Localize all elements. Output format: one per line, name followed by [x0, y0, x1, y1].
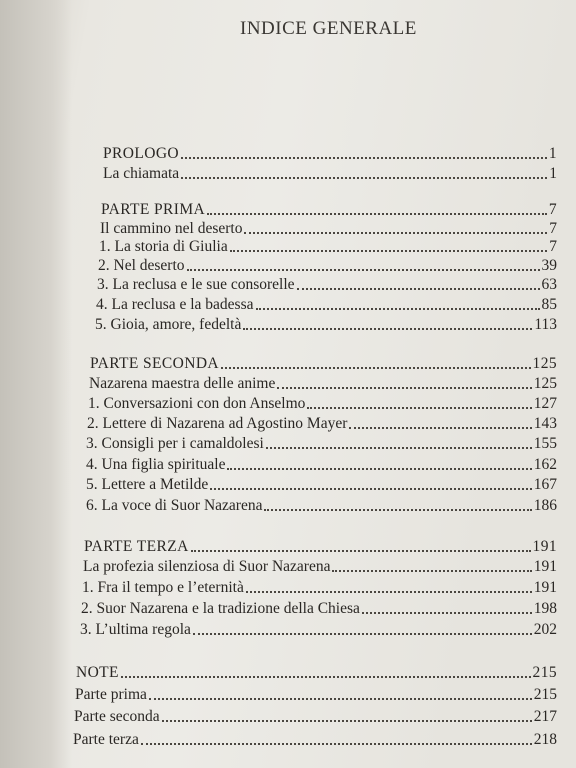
toc-entry [75, 686, 557, 704]
toc-entry-page: 125 [533, 375, 557, 392]
toc-entry [88, 395, 557, 413]
toc-entry-label: PARTE PRIMA [101, 201, 206, 218]
toc-entry-label: 3. La reclusa e le sue consorelle [97, 276, 295, 293]
toc-entry-page: 191 [533, 579, 557, 596]
toc-entry-parte-prima [101, 201, 557, 219]
toc-dot-leader [230, 250, 548, 252]
toc-dot-leader [207, 213, 547, 215]
toc-entry-note [76, 664, 557, 682]
toc-dot-leader [264, 509, 531, 511]
toc-entry-page: 63 [541, 276, 557, 293]
toc-dot-leader [221, 367, 531, 369]
toc-entry-page: 162 [533, 456, 557, 473]
toc-entry-label: Parte terza [73, 731, 139, 748]
toc-entry-label: PARTE TERZA [84, 538, 189, 555]
toc-entry-prologo [103, 145, 557, 163]
toc-entry-label: Il cammino nel deserto [100, 220, 243, 237]
toc-dot-leader [256, 308, 540, 310]
toc-entry-page: 217 [533, 708, 557, 725]
toc-entry [74, 708, 557, 726]
toc-dot-leader [244, 232, 547, 234]
toc-dot-leader [162, 720, 532, 722]
toc-dot-leader [227, 468, 531, 470]
toc-entry-page: 191 [533, 558, 557, 575]
toc-entry-page: 186 [533, 497, 557, 514]
toc-entry-page: 7 [549, 220, 557, 237]
toc-dot-leader [210, 488, 532, 490]
page-title: INDICE GENERALE [240, 18, 417, 39]
toc-entry-label: 2. Lettere di Nazarena ad Agostino Mayer [87, 415, 348, 432]
toc-entry [73, 731, 557, 749]
toc-entry-label: 5. Gioia, amore, fedeltà [95, 316, 242, 333]
toc-dot-leader [121, 676, 531, 678]
toc-entry-label: 1. La storia di Giulia [99, 238, 228, 255]
toc-entry [103, 165, 557, 183]
toc-entry-label: La chiamata [103, 165, 180, 182]
toc-entry-page: 125 [532, 355, 557, 372]
toc-entry-page: 1 [549, 165, 557, 182]
toc-entry-page: 218 [533, 731, 557, 748]
toc-dot-leader [307, 407, 531, 409]
toc-entry [86, 456, 557, 474]
toc-entry [86, 435, 557, 453]
toc-entry [97, 276, 557, 294]
toc-entry [95, 316, 557, 334]
toc-entry-label: 2. Nel deserto [98, 257, 185, 274]
toc-entry-page: 155 [533, 435, 557, 452]
toc-entry-label: 1. Fra il tempo e l’eternità [82, 579, 244, 596]
toc-entry [89, 375, 557, 393]
toc-entry-page: 7 [548, 201, 557, 218]
toc-entry-label: Parte seconda [74, 708, 160, 725]
toc-dot-leader [349, 427, 531, 429]
toc-dot-leader [277, 387, 531, 389]
toc-entry-page: 198 [533, 600, 557, 617]
toc-entry-parte-seconda [90, 355, 557, 373]
toc-dot-leader [243, 328, 532, 330]
toc-entry-page: 127 [533, 395, 557, 412]
toc-entry-label: Nazarena maestra delle anime [89, 375, 276, 392]
toc-dot-leader [266, 447, 532, 449]
toc-entry [96, 296, 557, 314]
toc-dot-leader [181, 177, 547, 179]
toc-entry-label: PARTE SECONDA [90, 355, 220, 372]
toc-dot-leader [193, 633, 532, 635]
toc-dot-leader [181, 157, 547, 159]
toc-dot-leader [187, 269, 540, 271]
page-gutter-shadow [0, 0, 72, 768]
toc-entry-label: 3. Consigli per i camaldolesi [86, 435, 264, 452]
toc-entry-label: 6. La voce di Suor Nazarena [86, 497, 263, 514]
toc-entry-label: 5. Lettere a Metilde [86, 476, 209, 493]
toc-entry [80, 621, 557, 639]
toc-entry-page: 202 [533, 621, 557, 638]
toc-entry-label: PROLOGO [103, 145, 180, 162]
toc-entry-page: 191 [532, 538, 557, 555]
toc-entry-label: 4. La reclusa e la badessa [96, 296, 254, 313]
toc-dot-leader [191, 550, 531, 552]
toc-entry-label: 3. L’ultima regola [80, 621, 191, 638]
toc-entry [98, 257, 557, 275]
toc-entry-label: 4. Una figlia spirituale [86, 456, 226, 473]
toc-entry-page: 7 [549, 238, 557, 255]
toc-entry-page: 143 [533, 415, 557, 432]
toc-entry [83, 558, 557, 576]
toc-entry-label: 1. Conversazioni con don Anselmo [88, 395, 306, 412]
toc-entry-label: NOTE [76, 664, 119, 681]
toc-dot-leader [297, 288, 540, 290]
toc-entry-label: 2. Suor Nazarena e la tradizione della Chiesa [81, 600, 360, 617]
toc-dot-leader [332, 570, 531, 572]
toc-entry-parte-terza [84, 538, 557, 556]
toc-entry-page: 215 [532, 664, 557, 681]
toc-entry-page: 1 [548, 145, 557, 162]
toc-entry-page: 215 [533, 686, 557, 703]
toc-entry-label: La profezia silenziosa di Suor Nazarena [83, 558, 331, 575]
toc-entry [87, 415, 557, 433]
toc-entry-page: 113 [534, 316, 557, 333]
toc-entry [81, 600, 557, 618]
toc-entry-page: 167 [533, 476, 557, 493]
toc-entry-page: 85 [541, 296, 557, 313]
toc-dot-leader [362, 612, 532, 614]
toc-entry [86, 476, 557, 494]
toc-entry [86, 497, 557, 515]
toc-entry [82, 579, 557, 597]
toc-entry-label: Parte prima [75, 686, 147, 703]
toc-entry [99, 238, 557, 256]
toc-entry-page: 39 [541, 257, 557, 274]
toc-dot-leader [246, 591, 532, 593]
toc-dot-leader [141, 743, 532, 745]
toc-entry [100, 220, 557, 238]
toc-dot-leader [149, 698, 532, 700]
